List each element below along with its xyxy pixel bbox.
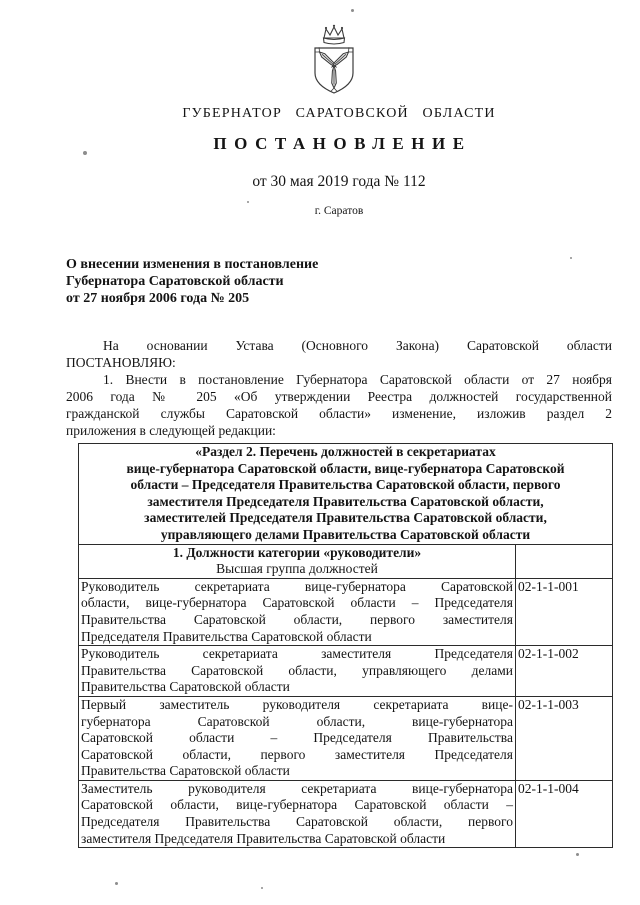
position-line: Саратовской области, вице-губернатора Саратовской области – <box>81 797 513 813</box>
code-cell: 02-1-1-003 <box>516 696 613 780</box>
table-category-row <box>79 544 613 578</box>
code-cell: 02-1-1-001 <box>516 578 613 645</box>
saratov-coat-of-arms-icon <box>306 22 362 96</box>
position-line: Саратовской области, первого заместителя Председателя <box>81 746 513 762</box>
scan-speck <box>261 887 263 889</box>
position-line: Первый заместитель руководителя секретариата вице- <box>81 696 513 712</box>
position-line: Саратовской области – Председателя Правительства <box>81 730 513 746</box>
section-header-line: заместителя Председателя Правительства Саратовской области, <box>147 493 544 509</box>
table-row <box>79 646 613 697</box>
doc-date-number: от 30 мая 2019 года № 112 <box>252 173 426 190</box>
position-cell <box>79 780 516 847</box>
scan-speck <box>351 9 354 12</box>
position-cell <box>79 646 516 697</box>
table-section-header-row <box>79 444 613 545</box>
table-row <box>79 696 613 780</box>
doc-type-heading: ПОСТАНОВЛЕНИЕ <box>213 134 472 153</box>
scan-speck <box>83 151 87 155</box>
category-subtitle: Высшая группа должностей <box>216 561 378 577</box>
position-cell <box>79 578 516 645</box>
body-paragraph-2-line: приложения в следующей редакции: <box>66 423 276 438</box>
category-code-cell-empty <box>516 544 613 578</box>
crown-icon <box>324 25 345 44</box>
body-paragraph-1-line: На основании Устава (Основного Закона) Саратовской области <box>103 338 612 353</box>
doc-title-line: Губернатора Саратовской области <box>66 274 284 289</box>
document-content <box>66 0 612 848</box>
body-paragraph-1-line: ПОСТАНОВЛЯЮ: <box>66 355 176 370</box>
doc-place: г. Саратов <box>314 205 364 217</box>
code-cell: 02-1-1-002 <box>516 646 613 697</box>
position-line: области, вице-губернатора Саратовской области – Председателя <box>81 595 513 611</box>
scan-speck <box>570 257 572 259</box>
position-line: Председателя Правительства Саратовской области <box>81 628 372 644</box>
scan-speck <box>247 201 249 203</box>
position-line: губернатора Саратовской области, вице-губернатора <box>81 713 513 729</box>
position-line: Правительства Саратовской области <box>81 763 290 779</box>
position-line: Правительства Саратовской области, управляющего делами <box>81 662 513 678</box>
position-line: заместителя Председателя Правительства Саратовской области <box>81 830 446 846</box>
table-row <box>79 780 613 847</box>
position-line: Заместитель руководителя секретариата вице-губернатора <box>81 780 513 796</box>
body-paragraph-2-line: 1. Внести в постановление Губернатора Саратовской области от 27 ноября <box>103 372 612 387</box>
doc-title <box>66 256 612 307</box>
table-row <box>79 578 613 645</box>
body-paragraph-2-line: гражданской службы Саратовской области» изменение, изложив раздел 2 <box>66 406 612 421</box>
position-line: Правительства Саратовской области, первого заместителя <box>81 611 513 627</box>
org-name: ГУБЕРНАТОР САРАТОВСКОЙ ОБЛАСТИ <box>182 106 496 121</box>
section-header-line: области – Председателя Правительства Саратовской области, первого <box>130 477 561 493</box>
positions-table <box>78 443 613 848</box>
code-cell: 02-1-1-004 <box>516 780 613 847</box>
position-cell <box>79 696 516 780</box>
category-title: 1. Должности категории «руководители» <box>172 544 422 560</box>
position-line: Правительства Саратовской области <box>81 679 290 695</box>
scan-speck <box>576 853 579 856</box>
body-paragraph-2-line: 2006 года № 205 «Об утверждении Реестра должностей государственной <box>66 389 612 404</box>
doc-title-line: О внесении изменения в постановление <box>66 257 319 272</box>
scan-speck <box>115 882 118 885</box>
position-line: Руководитель секретариата вице-губернатора Саратовской <box>81 578 513 594</box>
doc-body <box>66 337 612 439</box>
position-line: Председателя Правительства Саратовской области, первого <box>81 814 513 830</box>
position-line: Руководитель секретариата заместителя Председателя <box>81 646 513 662</box>
table-section-header <box>79 444 613 545</box>
section-header-line: «Раздел 2. Перечень должностей в секретариатах <box>195 444 496 459</box>
section-header-line: управляющего делами Правительства Саратовской области <box>160 526 531 542</box>
section-header-line: заместителей Председателя Правительства Саратовской области, <box>144 510 547 526</box>
category-cell <box>79 544 516 578</box>
section-header-line: вице-губернатора Саратовской области, вице-губернатора Саратовской <box>126 460 565 476</box>
doc-title-line: от 27 ноября 2006 года № 205 <box>66 291 250 306</box>
